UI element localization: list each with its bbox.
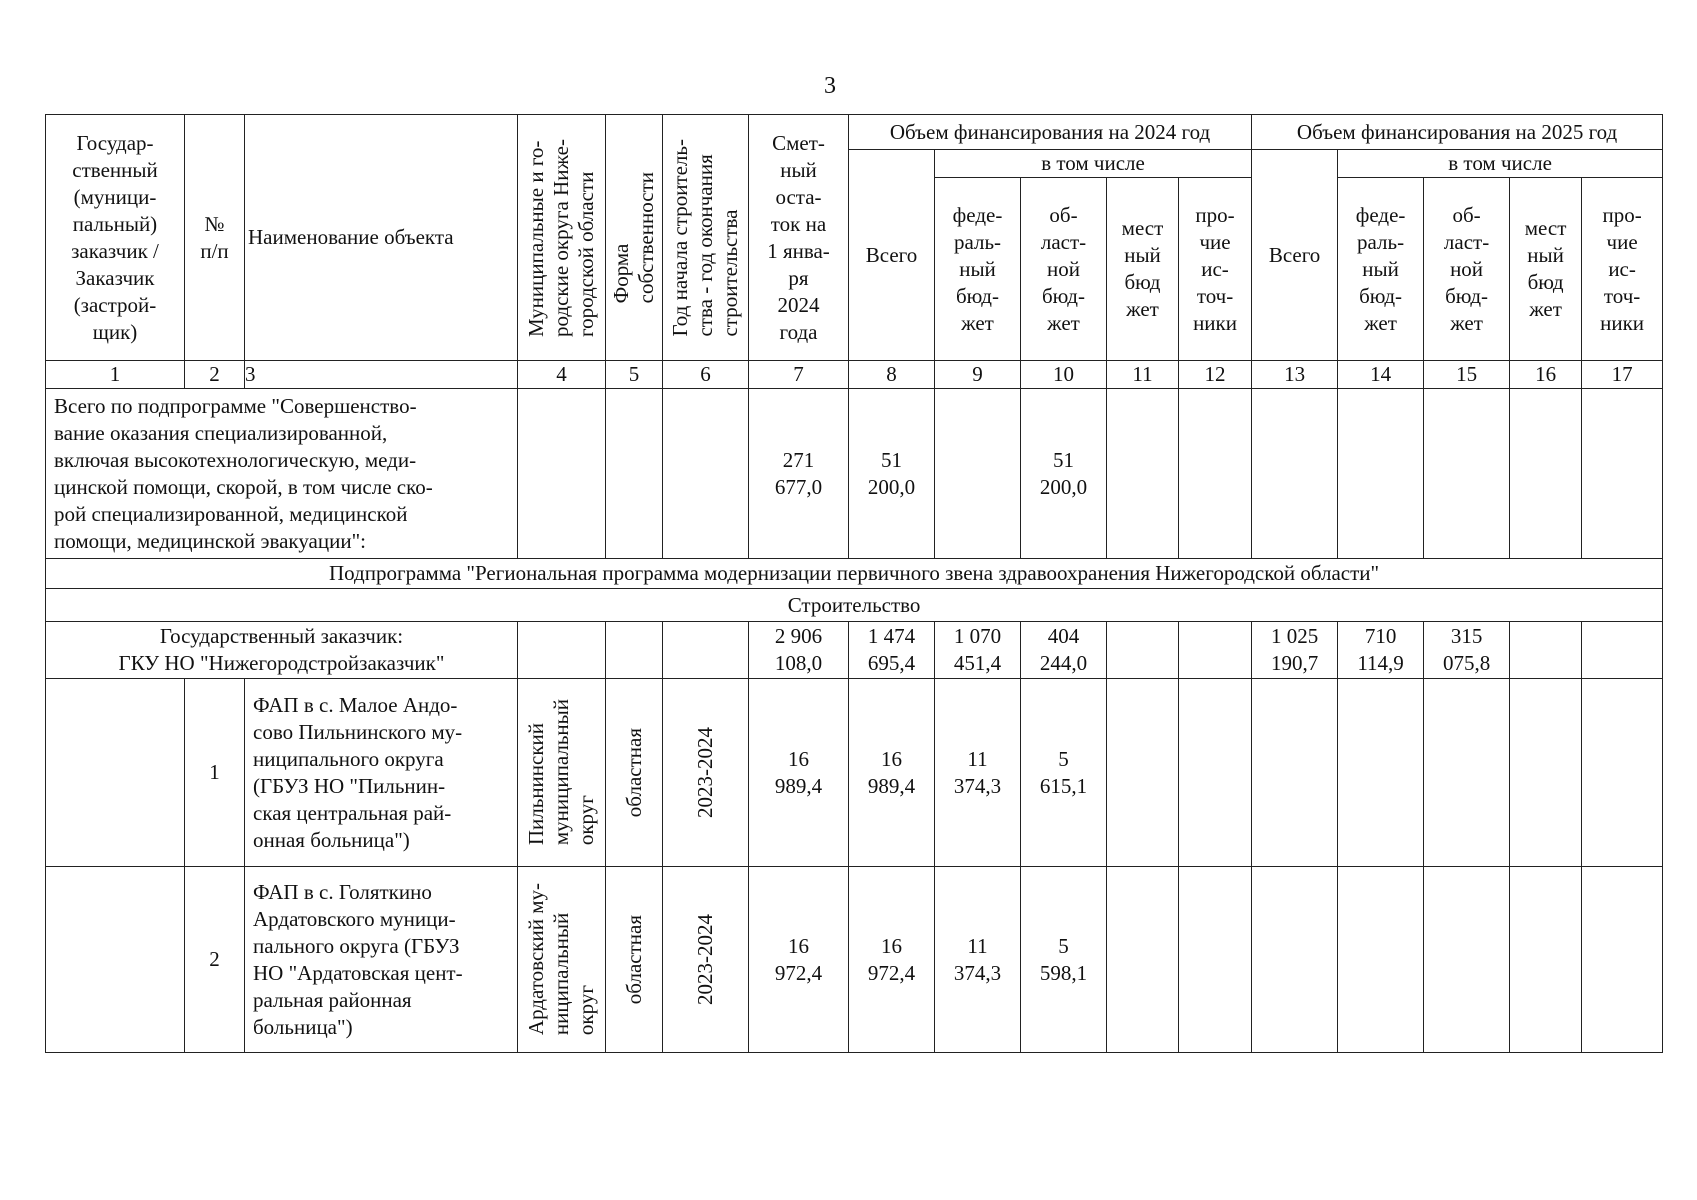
customer-row xyxy=(46,622,1663,679)
row-total-2024: 16 972,4 xyxy=(849,867,935,1053)
empty-cell xyxy=(1179,867,1252,1053)
header-local-2025: мест ный бюд жет xyxy=(1510,178,1582,361)
column-number: 12 xyxy=(1179,361,1252,389)
empty-cell xyxy=(606,389,663,559)
header-fin-2025: Объем финансирования на 2025 год xyxy=(1252,115,1663,150)
customer-label: Государственный заказчик: ГКУ НО "Нижегородстройзаказчик" xyxy=(46,622,518,679)
section-title: Строительство xyxy=(46,589,1663,622)
empty-cell xyxy=(1582,389,1663,559)
row-estimate: 16 989,4 xyxy=(749,679,849,867)
empty-cell xyxy=(1424,389,1510,559)
empty-cell xyxy=(1107,679,1179,867)
header-regional-2024: об- ласт- ной бюд- жет xyxy=(1021,178,1107,361)
row-regional-2024: 5 615,1 xyxy=(1021,679,1107,867)
row-federal-2024: 11 374,3 xyxy=(935,867,1021,1053)
column-number: 13 xyxy=(1252,361,1338,389)
column-number: 10 xyxy=(1021,361,1107,389)
column-number: 4 xyxy=(518,361,606,389)
empty-cell xyxy=(518,389,606,559)
row-municipal-text: Ардатовский му- ниципальный округ xyxy=(524,883,598,1036)
header-years xyxy=(663,115,749,361)
column-number: 6 xyxy=(663,361,749,389)
header-estimate: Смет- ный оста- ток на 1 янва- ря 2024 года xyxy=(749,115,849,361)
header-municipal-text: Муниципальные и го- родские округа Ниже- городской области xyxy=(524,138,598,337)
header-object-name: Наименование объекта xyxy=(245,115,518,361)
empty-cell xyxy=(1252,679,1338,867)
subprogram-total-2024: 51 200,0 xyxy=(849,389,935,559)
row-federal-2024: 11 374,3 xyxy=(935,679,1021,867)
row-municipal xyxy=(518,867,606,1053)
table-row xyxy=(46,867,1663,1053)
header-local-2024: мест ный бюд жет xyxy=(1107,178,1179,361)
column-number: 11 xyxy=(1107,361,1179,389)
subprogram-title-row xyxy=(46,559,1663,589)
empty-cell xyxy=(1510,389,1582,559)
empty-cell xyxy=(1179,622,1252,679)
empty-cell xyxy=(46,679,185,867)
header-years-text: Год начала строитель- ства - год окончания строительства xyxy=(668,138,742,337)
subprogram-regional-2024: 51 200,0 xyxy=(1021,389,1107,559)
empty-cell xyxy=(1582,679,1663,867)
header-ownership-text: Форма собственности xyxy=(609,171,658,304)
header-other-2025: про- чие ис- точ- ники xyxy=(1582,178,1663,361)
row-ownership xyxy=(606,679,663,867)
empty-cell xyxy=(1424,679,1510,867)
header-fin-2024: Объем финансирования на 2024 год xyxy=(849,115,1252,150)
row-ownership-text: областная xyxy=(621,727,646,818)
column-number: 16 xyxy=(1510,361,1582,389)
column-number: 14 xyxy=(1338,361,1424,389)
empty-cell xyxy=(46,867,185,1053)
row-years xyxy=(663,679,749,867)
empty-cell xyxy=(1179,389,1252,559)
customer-federal-2024: 1 070 451,4 xyxy=(935,622,1021,679)
row-estimate: 16 972,4 xyxy=(749,867,849,1053)
customer-total-2025: 1 025 190,7 xyxy=(1252,622,1338,679)
empty-cell xyxy=(935,389,1021,559)
table-row xyxy=(46,679,1663,867)
subprogram-total-row xyxy=(46,389,1663,559)
page-number: 3 xyxy=(824,73,836,99)
subprogram-total-label: Всего по подпрограмме "Совершенство- вание оказания специализированной, включая высокотехнологическую, меди- цинской помощи, скорой, в том числе ско- рой специализированной, медицинской помощи, медицинской эвакуации": xyxy=(46,389,518,559)
column-number: 17 xyxy=(1582,361,1663,389)
column-number: 1 xyxy=(46,361,185,389)
header-federal-2024: феде- раль- ный бюд- жет xyxy=(935,178,1021,361)
header-total-2024: Всего xyxy=(849,150,935,361)
empty-cell xyxy=(606,622,663,679)
empty-cell xyxy=(1582,622,1663,679)
customer-regional-2025: 315 075,8 xyxy=(1424,622,1510,679)
section-title-row xyxy=(46,589,1663,622)
empty-cell xyxy=(1179,679,1252,867)
empty-cell xyxy=(1252,867,1338,1053)
header-row-1 xyxy=(46,115,1663,150)
header-num: № п/п xyxy=(185,115,245,361)
empty-cell xyxy=(1338,389,1424,559)
header-other-2024: про- чие ис- точ- ники xyxy=(1179,178,1252,361)
column-number: 15 xyxy=(1424,361,1510,389)
financing-table xyxy=(45,114,1663,1053)
customer-federal-2025: 710 114,9 xyxy=(1338,622,1424,679)
empty-cell xyxy=(1582,867,1663,1053)
customer-total-2024: 1 474 695,4 xyxy=(849,622,935,679)
subprogram-estimate: 271 677,0 xyxy=(749,389,849,559)
empty-cell xyxy=(1107,389,1179,559)
header-customer: Государ- ственный (муници- пальный) заказчик / Заказчик (застрой- щик) xyxy=(46,115,185,361)
empty-cell xyxy=(518,622,606,679)
row-object-name: ФАП в с. Малое Андо- сово Пильнинского му- ниципального округа (ГБУЗ НО "Пильнин- ская центральная рай- онная больница") xyxy=(245,679,518,867)
empty-cell xyxy=(663,389,749,559)
row-num: 1 xyxy=(185,679,245,867)
customer-regional-2024: 404 244,0 xyxy=(1021,622,1107,679)
customer-estimate: 2 906 108,0 xyxy=(749,622,849,679)
header-total-2025: Всего xyxy=(1252,150,1338,361)
header-including-2024: в том числе xyxy=(935,150,1252,178)
empty-cell xyxy=(1107,622,1179,679)
row-ownership-text: областная xyxy=(621,914,646,1005)
header-federal-2025: феде- раль- ный бюд- жет xyxy=(1338,178,1424,361)
empty-cell xyxy=(1510,867,1582,1053)
row-ownership xyxy=(606,867,663,1053)
column-number: 8 xyxy=(849,361,935,389)
row-years xyxy=(663,867,749,1053)
row-municipal-text: Пильнинский муниципальный округ xyxy=(524,699,598,846)
empty-cell xyxy=(1510,679,1582,867)
row-years-text: 2023-2024 xyxy=(693,727,717,818)
column-number: 3 xyxy=(245,361,518,389)
empty-cell xyxy=(663,622,749,679)
column-number: 7 xyxy=(749,361,849,389)
empty-cell xyxy=(1338,679,1424,867)
header-ownership xyxy=(606,115,663,361)
column-number: 9 xyxy=(935,361,1021,389)
empty-cell xyxy=(1338,867,1424,1053)
column-numbers-row xyxy=(46,361,1663,389)
row-object-name: ФАП в с. Голяткино Ардатовского муници- пального округа (ГБУЗ НО "Ардатовская цент- ральная районная больница") xyxy=(245,867,518,1053)
column-number: 2 xyxy=(185,361,245,389)
empty-cell xyxy=(1424,867,1510,1053)
empty-cell xyxy=(1510,622,1582,679)
header-regional-2025: об- ласт- ной бюд- жет xyxy=(1424,178,1510,361)
empty-cell xyxy=(1107,867,1179,1053)
subprogram-title: Подпрограмма "Региональная программа модернизации первичного звена здравоохранения Нижегородской области" xyxy=(46,559,1663,589)
empty-cell xyxy=(1252,389,1338,559)
row-regional-2024: 5 598,1 xyxy=(1021,867,1107,1053)
row-municipal xyxy=(518,679,606,867)
row-num: 2 xyxy=(185,867,245,1053)
column-number: 5 xyxy=(606,361,663,389)
header-including-2025: в том числе xyxy=(1338,150,1663,178)
header-municipal xyxy=(518,115,606,361)
row-years-text: 2023-2024 xyxy=(693,914,717,1005)
row-total-2024: 16 989,4 xyxy=(849,679,935,867)
